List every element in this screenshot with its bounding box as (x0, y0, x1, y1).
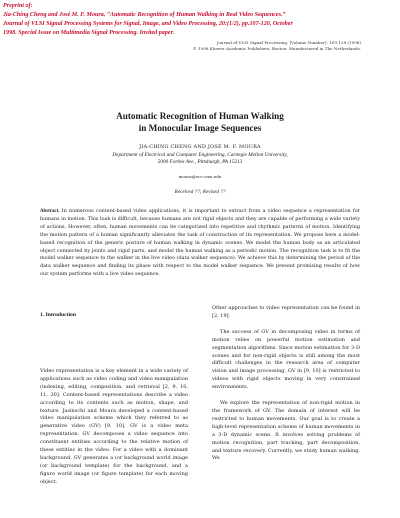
right-column (212, 305, 360, 471)
abstract-label: Abstract. (40, 209, 60, 214)
journal-line-1: Journal of VLSI Signal Processing, [Volume Number], 109-128 (1998) (216, 40, 361, 45)
paper-authors: JIA-CHING CHENG AND JOSÉ M. F. MOURA (139, 144, 261, 150)
journal-line-2: © 1998 Kluwer Academic Publishers, Boston. Manufactured in The Netherlands. (192, 45, 361, 51)
title-line-1: Automatic Recognition of Human Walking (116, 111, 284, 121)
abstract-text: In numerous content-based video applications, it is important to extract from a video sequence a representation for humans in motion. This task is difficult, because humans are not rigid objects and they are capable of performing a wide variety of actions. However, often, human movements can be categorized into repetitive and rhythmic patterns of motion. Identifying the motion pattern of a human significantly alleviates the task of construction of its representation. We propose here a model-based recognition of the generic posture of human walking in dynamic scenes. We model the human body as an articulated object connected by joints and rigid parts, and model the human walking as a periodic motion. The recognition task is to fit the model walker sequence to the walker in the live video (data walker sequence). We achieve this by determining the period of the data walker sequence and finding its phase with respect to the model walker sequence. We present promising results of how our system performs with a live video sequence. (40, 208, 360, 278)
abstract (40, 208, 360, 279)
contact-email: moura@ece.cmu.edu (178, 174, 222, 179)
intro-paragraph-1: Video representation is a key element in a wide variety of applications such as video coding and video manipulation (indexing, editing, composition, and retrieval [2, 9, 10, 11, 20]. Content-based representations describe a video according to its contents such as motion, shape, and texture. Jasinschi and Moura developed a content-based video manipulation scheme which they referred to as generative video (GV) [9, 10]. GV is a video meta representation. GV decomposes a video sequence into constituent entities according to the relative motion of these entities in the video. For a video with a dominant background, GV generates a (or background world image (or background template) for the background, and a figure world image (or figure template) for each moving object. (40, 368, 188, 485)
intro-paragraph-2: Other approaches to video representation can be found in [2, 19]. (212, 305, 360, 319)
section-title-introduction: 1. Introduction (40, 312, 76, 318)
affiliation-line-2: 5000 Forbes Ave., Pittsburgh, PA 15213 (157, 159, 243, 165)
affiliation-line-1: Department of Electrical and Computer Engineering, Carnegie Mellon University, (112, 152, 288, 158)
affiliation (40, 152, 360, 166)
received-dates: Received ??; Revised ?? (174, 189, 226, 195)
title-line-2: in Monocular Image Sequences (138, 123, 262, 133)
intro-paragraph-3: The success of GV in decomposing video in terms of motion relies on powerful motion estimation and segmentation algorithms. Since motion estimation for 3-D scenes and for non-rigid objects is still among the most difficult challenges in the research area of computer vision and image processing, GV in [9, 10] is restricted to videos with rigid objects moving in very constrained environments. (212, 328, 360, 391)
preprint-citation: Jia-Ching Cheng and José M. F. Moura, “Automatic Recognition of Human Walking in Real Video Sequences.” Journal of VLSI Signal Processing Systems for Signal, Image, and Video Processing, 20:(1/2), pp.107-120, October 1998. Special Issue on Multimedia Signal Processing. Invited paper. (3, 12, 293, 36)
preprint-notice (3, 2, 303, 38)
journal-header (0, 40, 361, 51)
intro-paragraph-4: We explore the representation of non-rigid motion in the framework of GV. The domain of interest will be restricted to human movements. Our goal is to create a high-level representation scheme of human movements in a 3-D dynamic scene. It involves solving problems of motion recognition, part tracking, part decomposition, and texture recovery. Currently, we study human walking. We (212, 400, 360, 462)
preprint-label: Preprint of: (3, 3, 33, 9)
left-column (40, 368, 188, 495)
paper-title (40, 110, 360, 134)
